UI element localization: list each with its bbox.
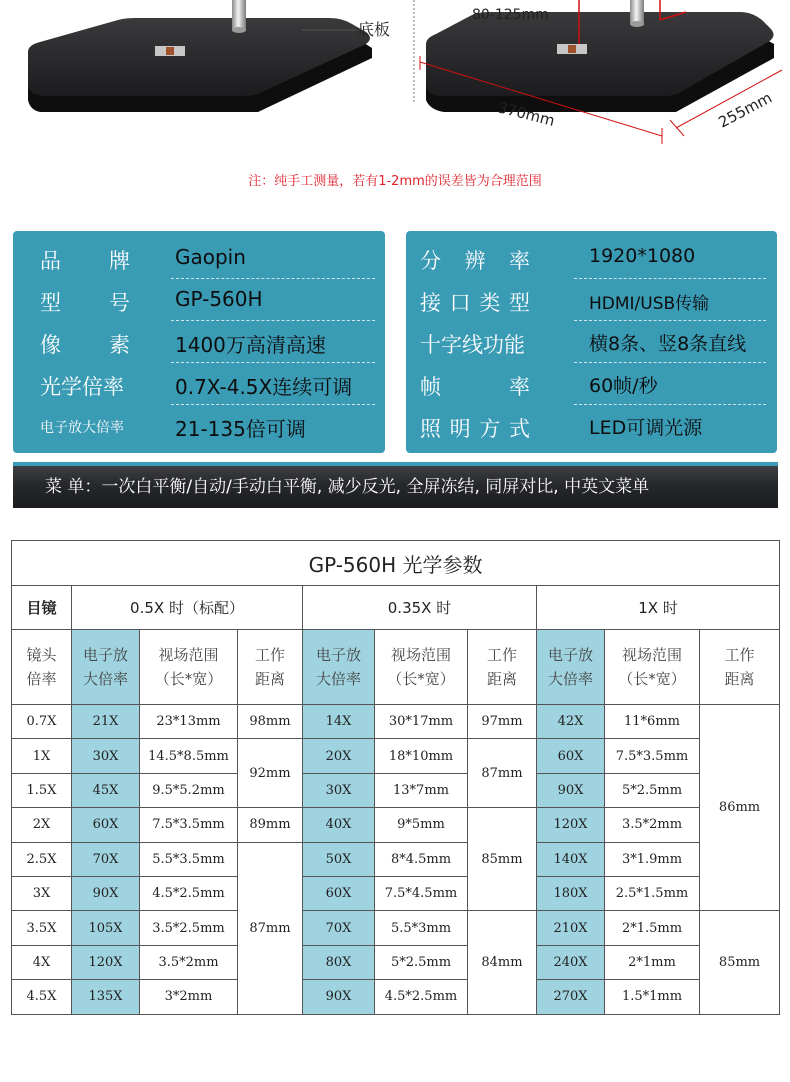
spec-label: 接 口 类 型 (420, 291, 530, 315)
distance-cell: 98mm (238, 705, 303, 739)
field-cell: 11*6mm (605, 705, 700, 739)
width-label: 255mm (715, 88, 775, 132)
field-cell: 5.5*3mm (375, 911, 468, 945)
optical-params-table (11, 540, 780, 1015)
field-cell: 8*4.5mm (375, 842, 468, 876)
field-cell: 18*10mm (375, 739, 468, 773)
mag-cell: 120X (72, 945, 140, 979)
field-cell: 1.5*1mm (605, 980, 700, 1014)
lens-cell: 1X (12, 739, 72, 773)
mag-cell: 120X (537, 808, 605, 842)
mag-cell: 135X (72, 980, 140, 1014)
spec-value-optical-zoom: 0.7X-4.5X连续可调 (175, 375, 353, 399)
mag-cell: 270X (537, 980, 605, 1014)
table-row (12, 705, 780, 739)
spec-label: 分 辨 率 (420, 249, 530, 273)
field-cell: 30*17mm (375, 705, 468, 739)
electronic-mag-header: 电子放 大倍率 (303, 630, 375, 705)
distance-cell: 87mm (468, 739, 537, 808)
spec-value-pixels: 1400万高清高速 (175, 333, 326, 357)
spec-row-brand (13, 237, 385, 279)
field-cell: 9.5*5.2mm (140, 773, 238, 807)
field-cell: 2*1.5mm (605, 911, 700, 945)
field-cell: 13*7mm (375, 773, 468, 807)
lens-cell: 4X (12, 945, 72, 979)
field-cell: 23*13mm (140, 705, 238, 739)
table-row (12, 876, 780, 910)
distance-cell: 92mm (238, 739, 303, 808)
mag-cell: 40X (303, 808, 375, 842)
distance-cell: 87mm (238, 842, 303, 1014)
field-cell: 5.5*3.5mm (140, 842, 238, 876)
spec-value-resolution: 1920*1080 (589, 245, 696, 267)
distance-cell: 84mm (468, 911, 537, 1014)
mag-cell: 20X (303, 739, 375, 773)
mag-cell: 105X (72, 911, 140, 945)
left-base-plate (28, 0, 372, 112)
field-cell: 7.5*3.5mm (605, 739, 700, 773)
field-of-view-header: 视场范围 （长*宽） (375, 630, 468, 705)
measurement-note: 注：纯手工测量，若有1-2mm的误差皆为合理范围 (248, 174, 542, 189)
field-cell: 2*1mm (605, 945, 700, 979)
spec-label: 电子放大倍率 (40, 420, 124, 436)
mag-cell: 30X (72, 739, 140, 773)
spec-label: 像 素 (40, 333, 130, 357)
field-cell: 3*2mm (140, 980, 238, 1014)
table-row (12, 739, 780, 773)
distance-cell: 89mm (238, 808, 303, 842)
mag-cell: 70X (72, 842, 140, 876)
mag-cell: 21X (72, 705, 140, 739)
spec-label: 照 明 方 式 (420, 417, 530, 441)
spec-value-crosshair: 横8条、竖8条直线 (589, 333, 747, 355)
spec-panel-right (406, 231, 777, 453)
mag-cell: 240X (537, 945, 605, 979)
menu-features-banner: 菜 单：一次白平衡/自动/手动白平衡, 减少反光, 全屏冻结, 同屏对比, 中英文菜单 (13, 462, 778, 508)
mag-cell: 90X (303, 980, 375, 1014)
lens-cell: 2X (12, 808, 72, 842)
lens-cell: 1.5X (12, 773, 72, 807)
field-cell: 9*5mm (375, 808, 468, 842)
mag-cell: 45X (72, 773, 140, 807)
mag-cell: 70X (303, 911, 375, 945)
field-of-view-header: 视场范围 （长*宽） (140, 630, 238, 705)
field-of-view-header: 视场范围 （长*宽） (605, 630, 700, 705)
field-cell: 3*1.9mm (605, 842, 700, 876)
table-title: GP-560H 光学参数 (12, 541, 780, 586)
objective-header: 目镜 (12, 586, 72, 630)
spec-value-lighting: LED可调光源 (589, 417, 703, 439)
mag-cell: 90X (537, 773, 605, 807)
lens-cell: 0.7X (12, 705, 72, 739)
base-label: 底板 (358, 20, 391, 39)
spec-panel-left (13, 231, 385, 453)
range-label: 80-125mm (472, 7, 549, 23)
field-cell: 14.5*8.5mm (140, 739, 238, 773)
working-distance-header: 工作 距离 (238, 630, 303, 705)
spec-row-resolution (406, 237, 777, 279)
field-cell: 3.5*2.5mm (140, 911, 238, 945)
spec-value-digital-zoom: 21-135倍可调 (175, 417, 306, 441)
lens-cell: 3.5X (12, 911, 72, 945)
lens-magnification-header: 镜头 倍率 (12, 630, 72, 705)
mag-cell: 80X (303, 945, 375, 979)
mag-cell: 30X (303, 773, 375, 807)
mag-cell: 90X (72, 876, 140, 910)
working-distance-header: 工作 距离 (700, 630, 780, 705)
spec-row-pixels (13, 321, 385, 363)
table-row (12, 808, 780, 842)
field-cell: 3.5*2mm (605, 808, 700, 842)
distance-cell: 85mm (468, 808, 537, 911)
working-distance-header: 工作 距离 (468, 630, 537, 705)
distance-cell: 85mm (700, 911, 780, 1014)
electronic-mag-header: 电子放 大倍率 (537, 630, 605, 705)
group-header-1x: 1X 时 (537, 586, 780, 630)
table-row (12, 773, 780, 807)
spec-row-model (13, 279, 385, 321)
field-cell: 7.5*4.5mm (375, 876, 468, 910)
spec-value-framerate: 60帧/秒 (589, 375, 658, 397)
spec-row-crosshair (406, 321, 777, 363)
table-row (12, 911, 780, 945)
lens-cell: 3X (12, 876, 72, 910)
spec-row-lighting (406, 405, 777, 447)
mag-cell: 50X (303, 842, 375, 876)
field-cell: 7.5*3.5mm (140, 808, 238, 842)
mag-cell: 60X (72, 808, 140, 842)
lens-cell: 4.5X (12, 980, 72, 1014)
spec-label: 帧 率 (420, 375, 530, 399)
mag-cell: 210X (537, 911, 605, 945)
spec-row-interface (406, 279, 777, 321)
mag-cell: 60X (303, 876, 375, 910)
mag-cell: 14X (303, 705, 375, 739)
spec-row-framerate (406, 363, 777, 405)
mag-cell: 60X (537, 739, 605, 773)
product-base-illustration (0, 0, 790, 160)
distance-cell: 97mm (468, 705, 537, 739)
mag-cell: 140X (537, 842, 605, 876)
spec-label: 光学倍率 (40, 375, 124, 399)
group-header-0.5x: 0.5X 时（标配） (72, 586, 303, 630)
field-cell: 4.5*2.5mm (140, 876, 238, 910)
field-cell: 4.5*2.5mm (375, 980, 468, 1014)
table-row (12, 980, 780, 1014)
spec-label: 品 牌 (40, 249, 130, 273)
spec-row-optical-zoom (13, 363, 385, 405)
spec-value-brand: Gaopin (175, 245, 246, 269)
electronic-mag-header: 电子放 大倍率 (72, 630, 140, 705)
table-row (12, 842, 780, 876)
group-header-0.35x: 0.35X 时 (303, 586, 537, 630)
mag-cell: 180X (537, 876, 605, 910)
field-cell: 3.5*2mm (140, 945, 238, 979)
spec-value-interface: HDMI/USB传输 (589, 294, 710, 314)
table-row (12, 945, 780, 979)
field-cell: 5*2.5mm (605, 773, 700, 807)
spec-label: 型 号 (40, 291, 130, 315)
field-cell: 2.5*1.5mm (605, 876, 700, 910)
field-cell: 5*2.5mm (375, 945, 468, 979)
spec-value-model: GP-560H (175, 287, 263, 311)
length-label: 370mm (496, 98, 557, 130)
mag-cell: 42X (537, 705, 605, 739)
lens-cell: 2.5X (12, 842, 72, 876)
spec-row-digital-zoom (13, 405, 385, 447)
spec-label: 十字线功能 (420, 333, 525, 357)
distance-cell: 86mm (700, 705, 780, 911)
